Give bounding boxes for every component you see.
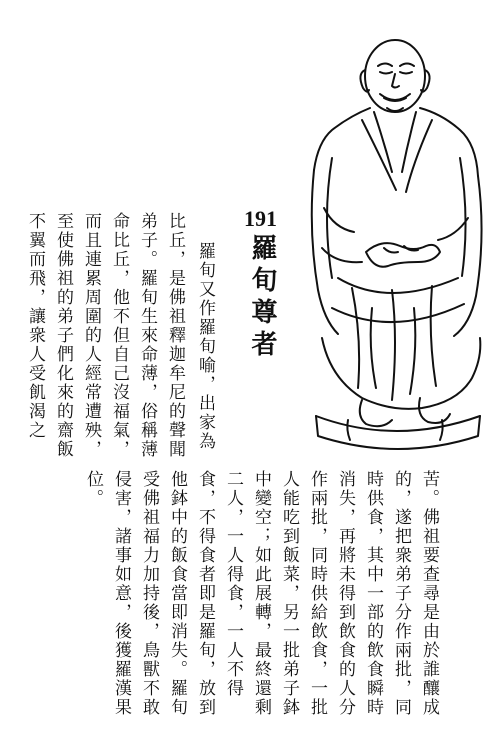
text-column: 的，遂把衆弟子分作兩批，同 (391, 470, 411, 717)
text-column: 弟子。羅旬生來命薄，俗稱薄 (137, 212, 157, 459)
text-column: 受佛祖福力加持後，鳥獸不敢 (139, 470, 159, 717)
text-column: 他鉢中的飯食當即消失。羅旬 (167, 470, 187, 717)
text-column: 中變空；如此展轉，最終還剩 (251, 470, 271, 717)
text-column: 苦。佛祖要查尋是由於誰釀成 (419, 470, 439, 717)
text-column: 食，不得食者即是羅旬，放到 (195, 470, 215, 717)
entry-number: 191 (244, 206, 277, 231)
text-column: 消失，再將未得到飲食的人分 (335, 470, 355, 717)
text-column: 羅旬又作羅旬喻，出家為 (195, 242, 215, 451)
text-column: 不翼而飛，讓衆人受飢渴之 (25, 212, 45, 440)
text-column: 至使佛祖的弟子們化來的齋飯 (53, 212, 73, 459)
text-column: 二人，一人得食，一人不得 (223, 470, 243, 698)
text-column: 侵害，諸事如意，後獲羅漢果 (111, 470, 131, 717)
entry-title: 羅旬尊者 (247, 234, 277, 362)
text-column: 位。 (83, 470, 103, 508)
text-column: 命比丘，他不但自己沒福氣， (109, 212, 129, 459)
text-column: 時供食，其中一部的飲食瞬時 (363, 470, 383, 717)
text-column: 作兩批，同時供給飲食，一批 (307, 470, 327, 717)
text-column: 人能吃到飯菜，另一批弟子鉢 (279, 470, 299, 717)
text-column: 而且連累周圍的人經常遭殃， (81, 212, 101, 459)
monk-illustration (292, 8, 492, 453)
text-column: 比丘，是佛祖釋迦牟尼的聲聞 (165, 212, 185, 459)
